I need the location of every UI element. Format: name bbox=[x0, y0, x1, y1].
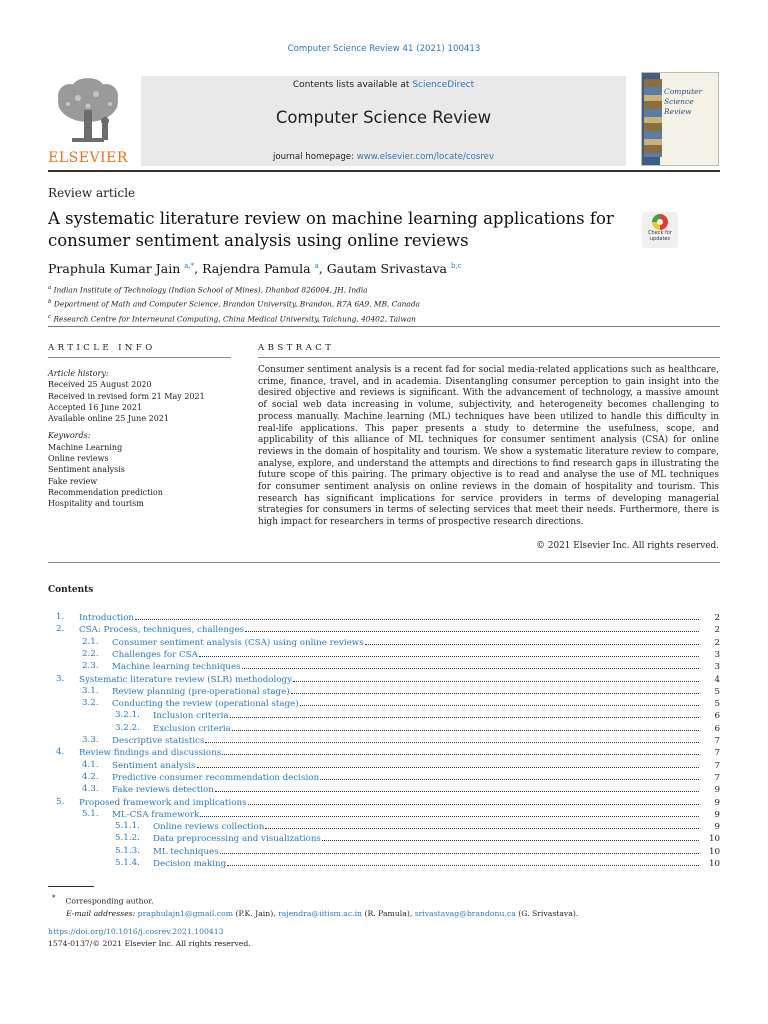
toc-entry[interactable] bbox=[153, 846, 720, 858]
toc-page-number: 7 bbox=[714, 760, 720, 771]
toc-entry[interactable] bbox=[112, 784, 720, 796]
toc-leader-dots bbox=[322, 840, 699, 841]
toc-number: 1. bbox=[56, 612, 65, 622]
article-info-rule bbox=[48, 357, 231, 358]
toc-entry-title[interactable]: Introduction bbox=[79, 613, 135, 623]
toc-leader-dots bbox=[265, 828, 699, 829]
toc-entry[interactable] bbox=[79, 624, 720, 636]
history-item: Received in revised form 21 May 2021 bbox=[48, 391, 205, 401]
toc-entry-title[interactable]: Data preprocessing and visualizations bbox=[153, 834, 321, 845]
toc-leader-dots bbox=[232, 730, 699, 731]
toc-entry-title[interactable]: Exclusion criteria bbox=[153, 723, 231, 734]
cover-image bbox=[644, 79, 662, 157]
toc-leader-dots bbox=[197, 767, 699, 768]
toc-leader-dots bbox=[293, 681, 699, 682]
toc-number: 3. bbox=[56, 673, 65, 684]
toc-number: 3.2.1. bbox=[115, 710, 140, 721]
toc-entry-title[interactable]: Review planning (pre-operational stage) bbox=[112, 686, 290, 697]
toc-leader-dots bbox=[320, 779, 699, 780]
toc-entry[interactable] bbox=[79, 674, 720, 686]
toc-entry[interactable] bbox=[112, 809, 720, 821]
affiliation-list bbox=[48, 282, 728, 325]
toc-leader-dots bbox=[205, 742, 699, 743]
section-rule bbox=[48, 326, 720, 327]
journal-reference[interactable]: Computer Science Review 41 (2021) 100413 bbox=[287, 44, 481, 54]
check-updates-label: Check for updates bbox=[648, 230, 672, 242]
toc-number: 5.1.2. bbox=[115, 833, 140, 844]
toc-entry[interactable] bbox=[153, 833, 720, 845]
check-updates-icon bbox=[652, 214, 668, 230]
footnote bbox=[52, 892, 732, 920]
publisher-name: ELSEVIER bbox=[48, 150, 128, 166]
toc-page-number: 6 bbox=[714, 723, 720, 734]
keywords-label: Keywords: bbox=[48, 431, 91, 441]
toc-page-number: 2 bbox=[714, 625, 720, 636]
keyword: Recommendation prediction bbox=[48, 487, 163, 497]
toc-entry-title[interactable]: Inclusion criteria bbox=[153, 711, 229, 722]
toc-entry[interactable] bbox=[153, 858, 720, 870]
article-type: Review article bbox=[48, 186, 136, 200]
toc-number: 2.1. bbox=[82, 636, 99, 647]
sciencedirect-link[interactable]: ScienceDirect bbox=[412, 80, 475, 90]
contents-heading: Contents bbox=[48, 585, 94, 595]
doi-link[interactable]: https://doi.org/10.1016/j.cosrev.2021.100413 bbox=[48, 927, 224, 936]
toc-entry-title[interactable]: Review findings and discussions bbox=[79, 748, 222, 759]
toc-entry[interactable] bbox=[153, 710, 720, 722]
abstract-bottom-rule bbox=[48, 562, 720, 563]
toc-page-number: 9 bbox=[714, 785, 720, 796]
toc-entry[interactable] bbox=[79, 797, 720, 809]
toc-leader-dots bbox=[200, 816, 699, 817]
journal-title: Computer Science Review bbox=[275, 108, 492, 127]
toc-entry-title[interactable]: Machine learning techniques bbox=[112, 662, 241, 673]
contents-available-line: Contents lists available at ScienceDirect bbox=[292, 80, 475, 90]
toc-number: 2.2. bbox=[82, 648, 99, 659]
toc-entry-title[interactable]: Challenges for CSA bbox=[112, 649, 198, 660]
toc-number: 5.1. bbox=[82, 808, 99, 819]
toc-page-number: 2 bbox=[714, 613, 720, 623]
toc-leader-dots bbox=[291, 693, 699, 694]
toc-page-number: 9 bbox=[714, 809, 720, 820]
email-link[interactable]: srivastavag@brandonu.ca bbox=[414, 908, 516, 918]
author-name: Praphula Kumar Jain bbox=[48, 261, 181, 276]
toc-page-number: 3 bbox=[714, 662, 720, 673]
email-link[interactable]: praphulajn1@gmail.com bbox=[137, 908, 234, 918]
author-name: Rajendra Pamula bbox=[202, 261, 311, 276]
toc-entry-title[interactable]: Systematic literature review (SLR) methodology bbox=[79, 674, 293, 685]
toc-entry[interactable] bbox=[112, 661, 720, 673]
email-link[interactable]: rajendra@iitism.ac.in bbox=[278, 908, 363, 918]
toc-leader-dots bbox=[215, 791, 699, 792]
toc-entry[interactable] bbox=[153, 723, 720, 735]
issn-line: 1574-0137/© 2021 Elsevier Inc. All rights reserved. bbox=[48, 939, 251, 948]
toc-leader-dots bbox=[248, 804, 699, 805]
toc-page-number: 7 bbox=[714, 736, 720, 746]
toc-leader-dots bbox=[300, 705, 699, 706]
toc-number: 4. bbox=[56, 747, 65, 758]
toc-page-number: 9 bbox=[714, 822, 720, 833]
keyword: Fake review bbox=[48, 476, 98, 486]
toc-entry[interactable] bbox=[79, 747, 720, 759]
toc-entry[interactable] bbox=[112, 649, 720, 661]
history-item: Accepted 16 June 2021 bbox=[48, 402, 143, 412]
toc-leader-dots bbox=[135, 619, 699, 620]
journal-cover[interactable] bbox=[641, 72, 719, 166]
history-label: Article history: bbox=[48, 369, 109, 378]
toc-page-number: 7 bbox=[714, 772, 720, 783]
toc-entry[interactable] bbox=[112, 760, 720, 772]
toc-leader-dots bbox=[242, 668, 699, 669]
toc-number: 5.1.4. bbox=[115, 858, 140, 868]
corresponding-author-note: * Corresponding author. bbox=[52, 894, 154, 906]
footnote-rule bbox=[48, 886, 94, 887]
abstract-heading: ABSTRACT bbox=[258, 343, 335, 353]
toc-number: 4.1. bbox=[82, 759, 99, 770]
toc-leader-dots bbox=[199, 656, 699, 657]
toc-page-number: 4 bbox=[714, 674, 720, 685]
toc-leader-dots bbox=[220, 853, 699, 854]
email-addresses: E-mail addresses: praphulajn1@gmail.com (P.K. Jain), rajendra@iitism.ac.in (R. Pamula), srivastavag@brandonu.ca (G. Srivastava). bbox=[66, 908, 579, 918]
author-affiliation-mark[interactable]: b,c bbox=[451, 261, 462, 270]
toc-leader-dots bbox=[230, 717, 699, 718]
toc-number: 2. bbox=[56, 624, 65, 635]
header-rule bbox=[48, 170, 720, 172]
toc-entry[interactable] bbox=[112, 698, 720, 710]
toc-number: 3.1. bbox=[82, 685, 99, 696]
toc-entry-title[interactable]: Predictive consumer recommendation decision bbox=[112, 772, 320, 783]
toc-leader-dots bbox=[245, 631, 699, 632]
toc-page-number: 5 bbox=[714, 686, 720, 697]
toc-page-number: 3 bbox=[714, 649, 720, 660]
toc-number: 3.2.2. bbox=[115, 722, 140, 733]
doi-block bbox=[48, 926, 251, 950]
article-info bbox=[48, 368, 238, 510]
toc-page-number: 9 bbox=[714, 797, 720, 808]
affiliation: $^a$ Indian Institute of Technology (Indian School of Mines), Dhanbad 826004, JH, India bbox=[48, 285, 368, 295]
abstract-text: Consumer sentiment analysis is a recent fad for social media-related applications such as healthcare, crime, finance, travel, and in academia. Disentangling consumer perception to gain insight into the desired objective and reviews is significant. With the advancement of technology, a massive amount of social web data increasing in volume, subjectivity, and heterogeneity becomes challenging to process manually. Machine learning (ML) techniques have been utilized to handle this difficulty in real-life applications. This paper presents a study to determine the usefulness, scope, and applicability of this alliance of ML techniques for consumer sentiment analysis (CSA) for online reviews in the domain of hospitality and tourism. We show a systematic literature review to compare, analyse, explore, and understand the attempts and directions to find research gaps in illustrating the future scope of this pairing. The primary objective is to read and analyse the use of ML techniques for consumer sentiment analysis on online reviews in the domain of hospitality and tourism. This research has significant implications for service providers in terms of developing managerial strategies for consumers in terms of selecting services that meet their needs. Furthermore, there is high impact for researchers in terms of prospective research directions. bbox=[258, 365, 719, 528]
keyword: Online reviews bbox=[48, 454, 109, 464]
toc-leader-dots bbox=[365, 644, 699, 645]
toc-entry-title[interactable]: Online reviews collection bbox=[153, 822, 265, 833]
homepage-link[interactable]: www.elsevier.com/locate/cosrev bbox=[356, 152, 495, 162]
toc-entry-title[interactable]: CSA: Process, techniques, challenges bbox=[79, 625, 245, 636]
toc-leader-dots bbox=[227, 865, 699, 866]
affiliation: $^c$ Research Centre for Interneural Computing, China Medical University, Taichung, 40402, Taiwan bbox=[48, 313, 416, 324]
toc-entry-title[interactable]: Consumer sentiment analysis (CSA) using online reviews bbox=[112, 637, 364, 648]
author-affiliation-mark[interactable]: a,* bbox=[184, 261, 195, 270]
article-info-heading: ARTICLE INFO bbox=[48, 343, 156, 353]
author-name: Gautam Srivastava bbox=[326, 261, 448, 276]
abstract-rule bbox=[258, 357, 720, 358]
toc-entry[interactable] bbox=[79, 612, 720, 624]
journal-homepage-line: journal homepage: www.elsevier.com/locate/cosrev bbox=[272, 152, 495, 162]
toc-entry[interactable] bbox=[112, 735, 720, 747]
toc-entry-title[interactable]: Conducting the review (operational stage) bbox=[112, 699, 299, 710]
keyword: Machine Learning bbox=[48, 442, 123, 452]
toc-entry-title[interactable]: Descriptive statistics bbox=[112, 736, 205, 746]
toc-number: 3.2. bbox=[82, 698, 99, 709]
toc-number: 4.3. bbox=[82, 784, 99, 795]
toc-number: 4.2. bbox=[82, 771, 99, 782]
article-title: A systematic literature review on machine learning applications for consumer sentiment analysis using online reviews bbox=[48, 209, 614, 250]
toc-entry-title[interactable]: ML techniques bbox=[153, 846, 219, 857]
copyright-notice: © 2021 Elsevier Inc. All rights reserved. bbox=[536, 541, 719, 551]
toc-leader-dots bbox=[222, 754, 699, 755]
toc-page-number: 10 bbox=[708, 846, 720, 857]
toc-number: 2.3. bbox=[82, 661, 99, 672]
toc-page-number: 10 bbox=[708, 859, 720, 869]
author-list: Praphula Kumar Jain $^{a,*}$, Rajendra Pamula $^a$, Gautam Srivastava $^{b,c}$ bbox=[48, 261, 462, 276]
history-item: Available online 25 June 2021 bbox=[48, 414, 169, 424]
toc-number: 5.1.3. bbox=[115, 845, 140, 856]
toc-entry-title[interactable]: Fake reviews detection bbox=[112, 785, 214, 796]
toc-entry[interactable] bbox=[153, 821, 720, 833]
toc-page-number: 5 bbox=[714, 699, 720, 710]
toc-entry-title[interactable]: Decision making bbox=[153, 859, 227, 869]
toc-entry[interactable] bbox=[112, 637, 720, 649]
toc-page-number: 7 bbox=[714, 748, 720, 759]
toc-entry-title[interactable]: Proposed framework and implications bbox=[79, 797, 247, 808]
check-for-updates-button[interactable] bbox=[642, 212, 678, 248]
cover-title: Computer Science Review bbox=[664, 87, 703, 116]
toc-page-number: 2 bbox=[714, 637, 720, 648]
toc-page-number: 6 bbox=[714, 711, 720, 722]
keyword: Sentiment analysis bbox=[48, 465, 125, 475]
history-item: Received 25 August 2020 bbox=[48, 380, 152, 390]
toc-number: 3.3. bbox=[82, 735, 99, 745]
keyword: Hospitality and tourism bbox=[48, 499, 144, 509]
affiliation: $^b$ Department of Math and Computer Science, Brandon University, Brandon, R7A 6A9, MB, Canada bbox=[48, 299, 420, 309]
toc-page-number: 10 bbox=[708, 834, 720, 845]
toc-number: 5.1.1. bbox=[115, 821, 140, 832]
toc-entry-title[interactable]: Sentiment analysis bbox=[112, 760, 196, 771]
toc-entry[interactable] bbox=[112, 772, 720, 784]
author-affiliation-mark[interactable]: a bbox=[314, 261, 319, 270]
toc-entry-title[interactable]: ML-CSA framework bbox=[112, 809, 200, 820]
toc-entry[interactable] bbox=[112, 686, 720, 698]
toc-number: 5. bbox=[56, 796, 65, 807]
